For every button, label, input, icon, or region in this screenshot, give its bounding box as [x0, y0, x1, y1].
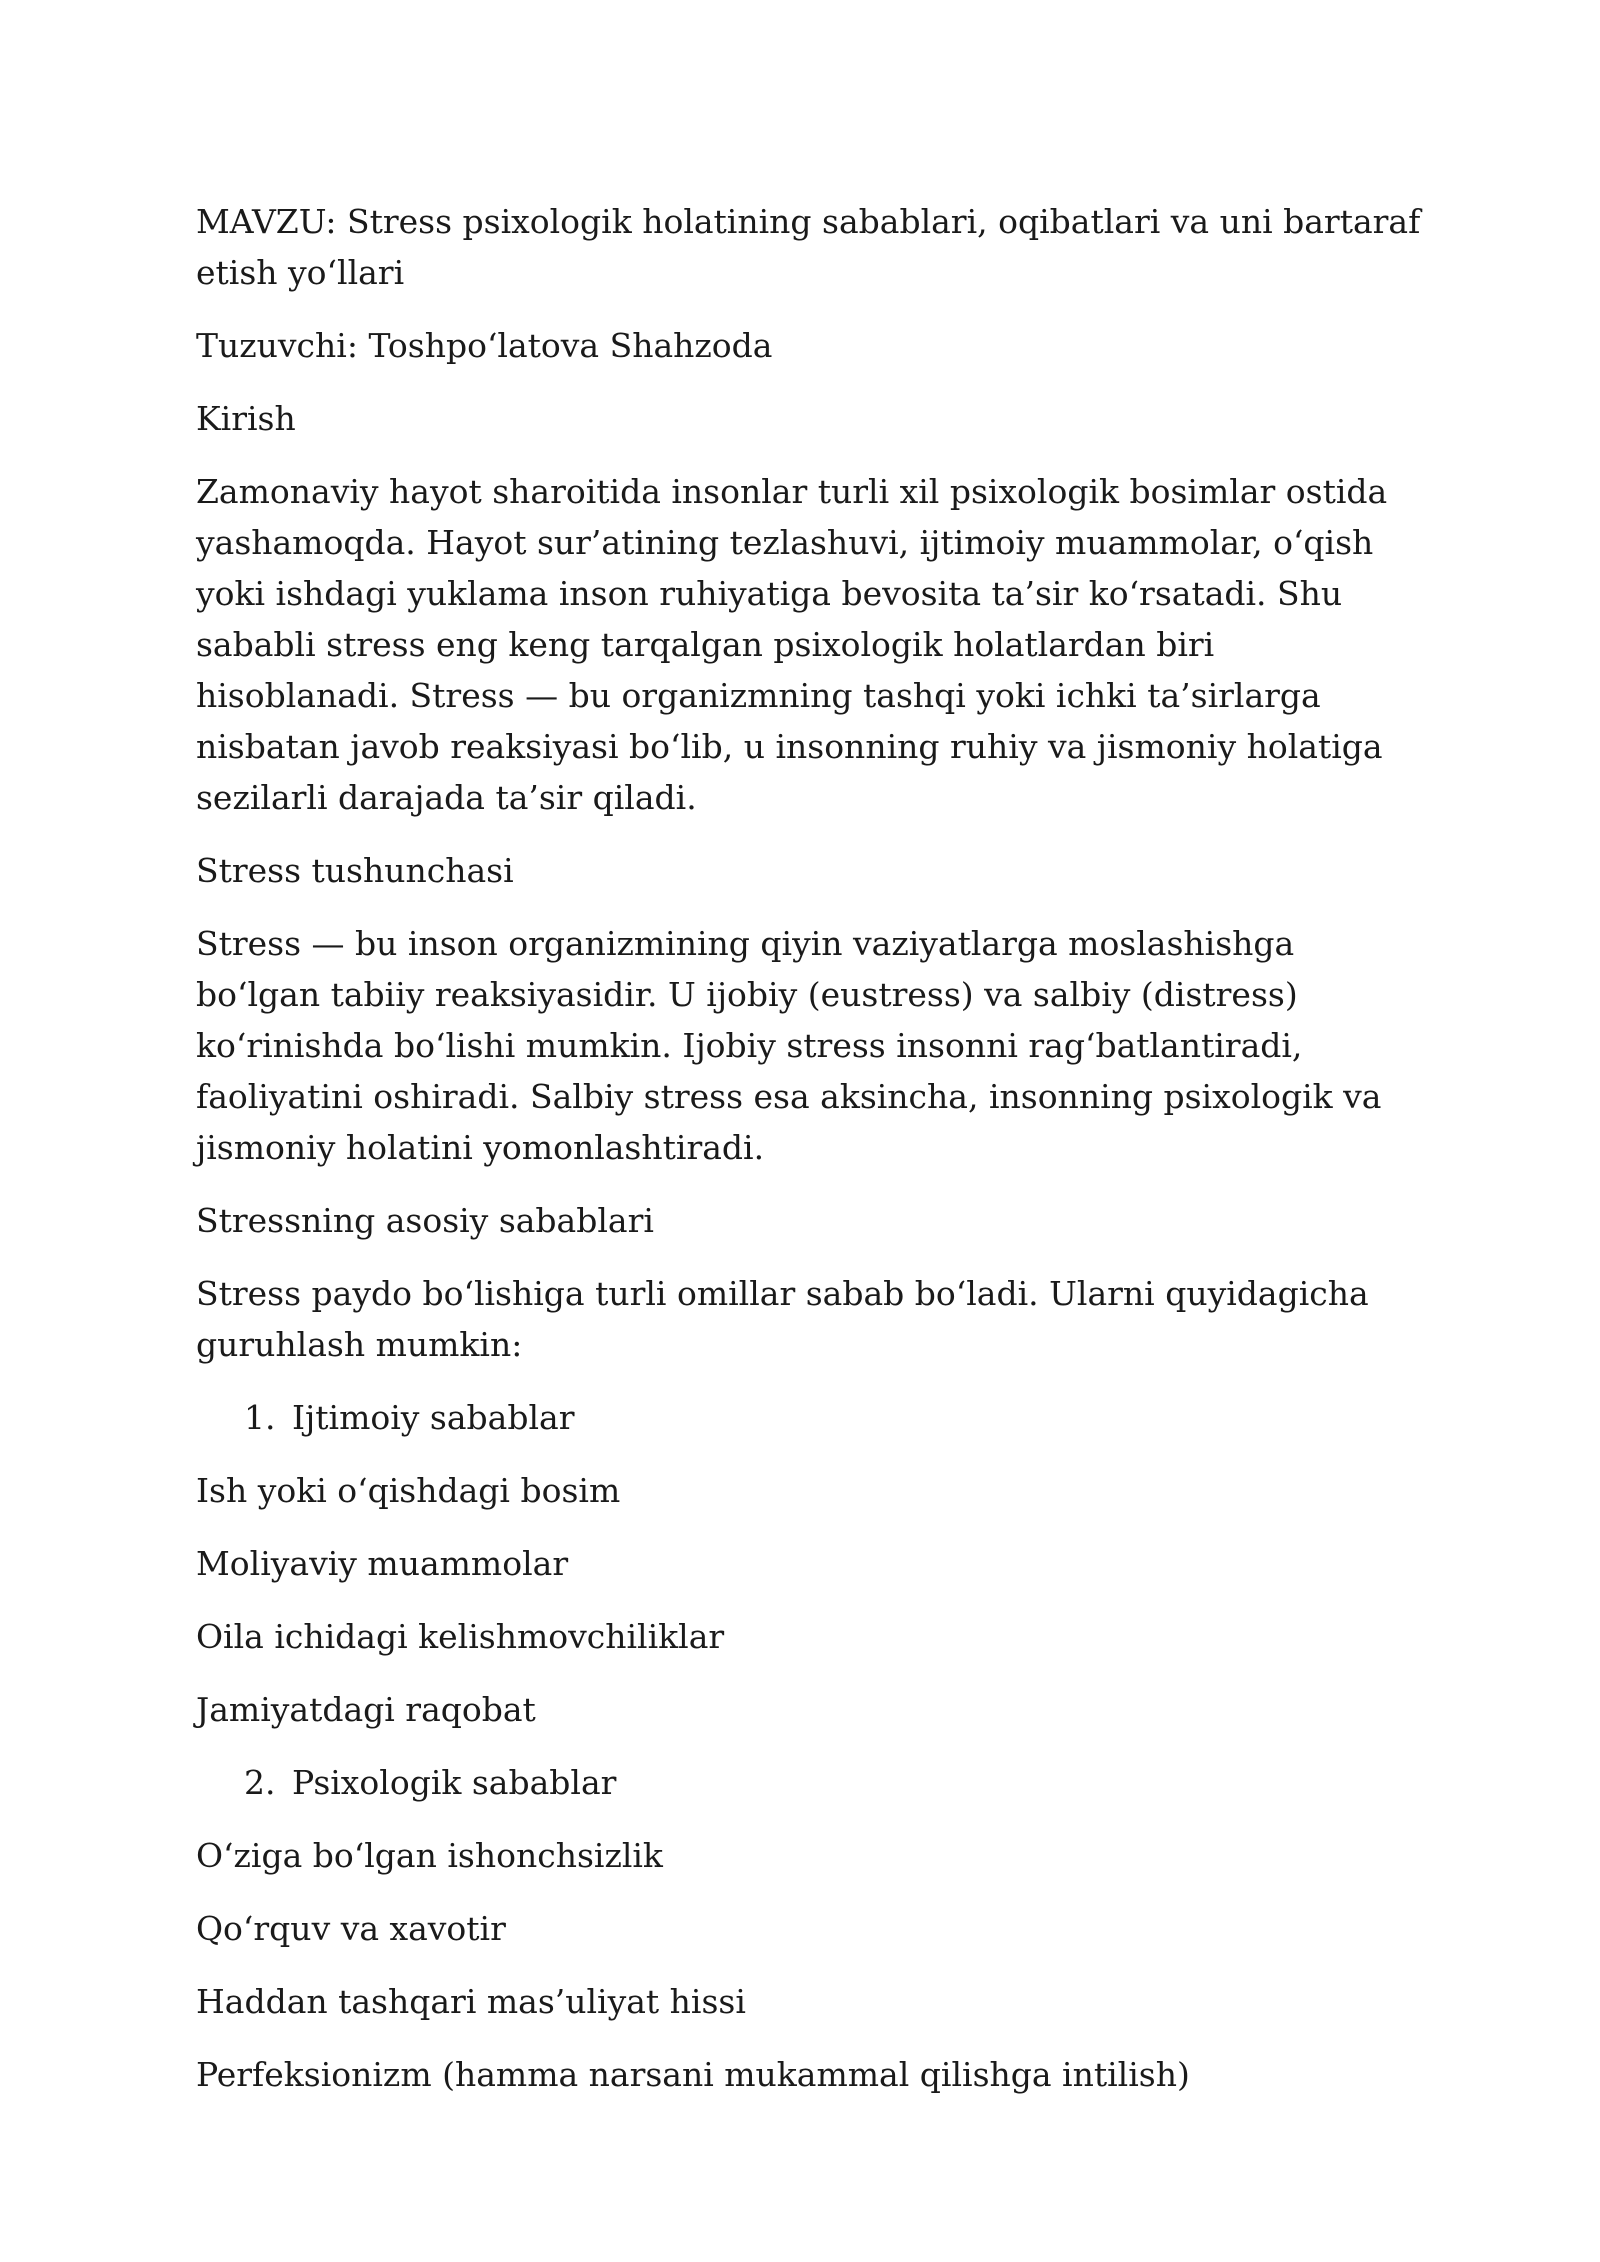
concept-heading: Stress tushunchasi — [196, 851, 514, 890]
numbered-item-social — [196, 1392, 1426, 1443]
cause-item: Jamiyatdagi raqobat — [196, 1690, 536, 1729]
intro-paragraph: Zamonaviy hayot sharoitida insonlar turli xil psixologik bosimlar ostida yashamoqda. Hayot sur’atining tezlashuvi, ijtimoiy muammolar, o‘qish yoki ishdagi yuklama inson ruhiyatiga bevosita ta’sir ko‘rsatadi. Shu sababli stress eng keng tarqalgan psixologik holatlardan biri hisoblanadi. Stress — bu organizmning tashqi yoki ichki ta’sirlarga nisbatan javob reaksiyasi bo‘lib, u insonning ruhiy va jismoniy holatiga sezilarli darajada ta’sir qiladi. — [196, 472, 1388, 817]
author-line: Tuzuvchi: Toshpo‘latova Shahzoda — [196, 326, 773, 365]
causes-paragraph: Stress paydo bo‘lishiga turli omillar sabab bo‘ladi. Ularni quyidagicha guruhlash mumkin: — [196, 1274, 1369, 1364]
cause-item: Haddan tashqari mas’uliyat hissi — [196, 1982, 746, 2021]
cause-item: Qo‘rquv va xavotir — [196, 1909, 506, 1948]
list-number: 1. — [244, 1398, 276, 1437]
numbered-item-psychological — [196, 1757, 1426, 1808]
list-label: Psixologik sabablar — [292, 1763, 617, 1802]
intro-heading: Kirish — [196, 399, 296, 438]
cause-item: Oila ichidagi kelishmovchiliklar — [196, 1617, 725, 1656]
cause-item: Perfeksionizm (hamma narsani mukammal qilishga intilish) — [196, 2055, 1190, 2094]
document-title: MAVZU: Stress psixologik holatining sabablari, oqibatlari va uni bartaraf etish yo‘llari — [196, 202, 1421, 292]
list-number: 2. — [244, 1763, 276, 1802]
concept-paragraph: Stress — bu inson organizmining qiyin vaziyatlarga moslashishga bo‘lgan tabiiy reaksiyasidir. U ijobiy (eustress) va salbiy (distress) ko‘rinishda bo‘lishi mumkin. Ijobiy stress insonni rag‘batlantiradi, faoliyatini oshiradi. Salbiy stress esa aksincha, insonning psixologik va jismoniy holatini yomonlashtiradi. — [196, 924, 1382, 1167]
document-page — [196, 196, 1426, 2122]
list-label: Ijtimoiy sabablar — [292, 1398, 575, 1437]
cause-item: O‘ziga bo‘lgan ishonchsizlik — [196, 1836, 663, 1875]
causes-heading: Stressning asosiy sabablari — [196, 1201, 654, 1240]
cause-item: Moliyaviy muammolar — [196, 1544, 569, 1583]
cause-item: Ish yoki o‘qishdagi bosim — [196, 1471, 621, 1510]
